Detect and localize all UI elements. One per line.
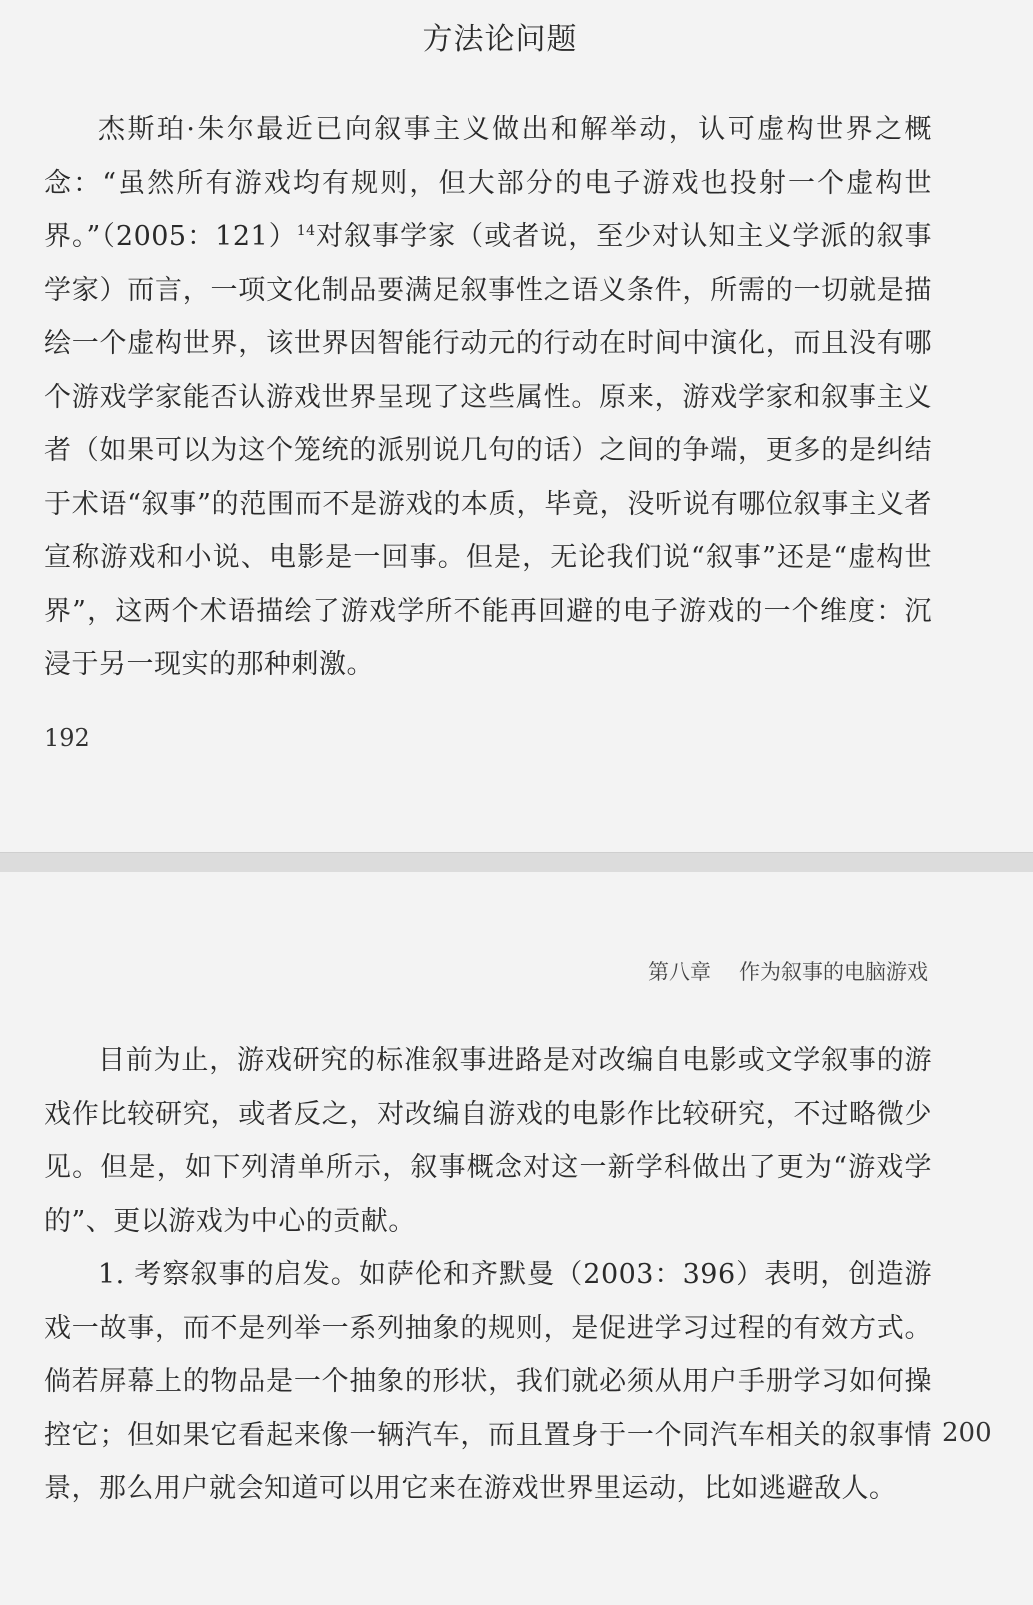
running-title: 方法论问题 (422, 22, 578, 57)
running-head (648, 956, 928, 986)
book-page-bottom (0, 872, 1033, 1605)
paragraph: 目前为止，游戏研究的标准叙事进路是对改编自电影或文学叙事的游戏作比较研究，或者反之，对改编自游戏的电影作比较研究，不过略微少见。但是，如下列清单所示，叙事概念对这一新学科做出了更为“游戏学的”、更以游戏为中心的贡献。 (44, 1045, 932, 1237)
body-text (44, 103, 932, 692)
page-separator (0, 852, 1033, 874)
page-marker-number: 200 (942, 1418, 992, 1448)
paragraph-continuation: 对叙事学家（或者说，至少对认知主义学派的叙事学家）而言，一项文化制品要满足叙事性之语义条件，所需的一切就是描绘一个虚构世界，该世界因智能行动元的行动在时间中演化，而且没有哪个游戏学家能否认游戏世界呈现了这些属性。原来，游戏学家和叙事主义者（如果可以为这个笼统的派别说几句的话）之间的争端，更多的是纠结于术语“叙事”的范围而不是游戏的本质，毕竟，没听说有哪位叙事主义者宣称游戏和小说、电影是一回事。但是，无论我们说“叙事”还是“虚构世界”，这两个术语描绘了游戏学所不能再回避的电子游戏的一个维度：沉浸于另一现实的那种刺激。 (44, 221, 932, 680)
paragraph: 1. 考察叙事的启发。如萨伦和齐默曼（2003：396）表明，创造游戏一故事，而不是列举一系列抽象的规则，是促进学习过程的有效方式。倘若屏幕上的物品是一个抽象的形状，我们就必须从用户手册学习如何操控它；但如果它看起来像一辆汽车，而且置身于一个同汽车相关的叙事情景，那么用户就会知道可以用它来在游戏世界里运动，比如逃避敌人。 (44, 1259, 932, 1504)
body-text (44, 1034, 932, 1516)
footnote-reference[interactable]: 14 (296, 223, 316, 239)
chapter-title: 作为叙事的电脑游戏 (739, 960, 928, 984)
paragraph (44, 103, 932, 692)
paragraph-text: 杰斯珀·朱尔最近已向叙事主义做出和解举动，认可虚构世界之概念：“虽然所有游戏均有规则，但大部分的电子游戏也投射一个虚构世界。”（2005：121） (44, 114, 932, 252)
chapter-label: 第八章 (648, 960, 711, 984)
page-number: 192 (44, 724, 90, 752)
